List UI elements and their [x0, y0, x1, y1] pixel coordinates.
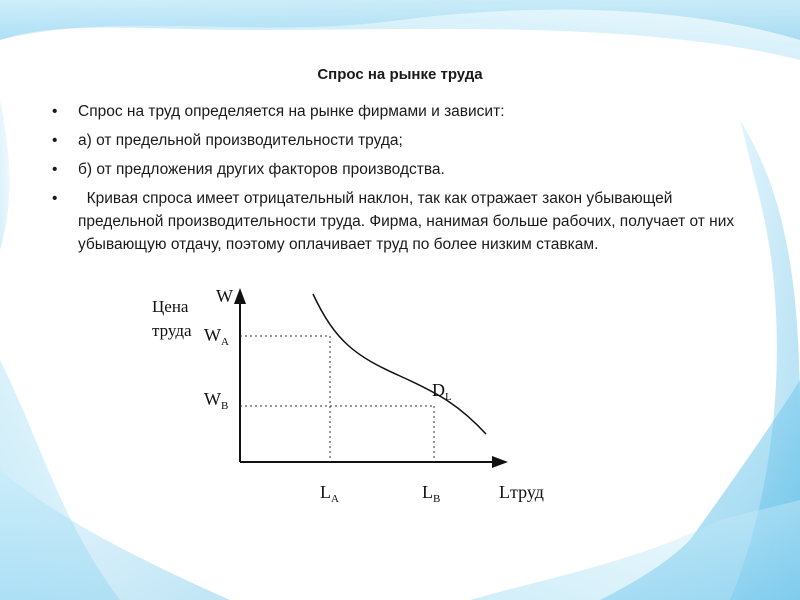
x-tick-label: $L_B$: [422, 482, 441, 505]
bullet-list: [50, 100, 740, 262]
list-item: [50, 129, 740, 152]
labor-demand-chart: [150, 286, 550, 506]
y-axis-label-line1: Цена: [152, 297, 189, 316]
list-item: [50, 158, 740, 181]
y-axis-label-line2: труда: [152, 321, 192, 340]
bullet-dot-icon: •: [52, 190, 58, 207]
chart-svg: [150, 286, 550, 506]
curve-label: $D_L$: [432, 380, 452, 403]
y-axis-symbol: W: [216, 286, 233, 306]
bullet-text: а) от предельной производительности труда;: [78, 132, 403, 149]
x-axis-label: Lтруд: [499, 482, 544, 502]
list-item: [50, 100, 740, 123]
list-item: [50, 187, 740, 256]
x-tick-label: $L_A$: [320, 482, 339, 505]
y-tick-label: $W_A$: [204, 325, 229, 348]
bullet-text: Кривая спроса имеет отрицательный наклон, так как отражает закон убывающей предельной производительности труда. Фирма, нанимая больше рабочих, получает от них убывающую отдачу, поэтому оплачивает труд по более низким ставкам.: [78, 190, 739, 253]
bullet-dot-icon: •: [52, 161, 58, 178]
demand-curve: [313, 294, 486, 434]
bullet-text: Спрос на труд определяется на рынке фирмами и зависит:: [78, 103, 505, 120]
bullet-dot-icon: •: [52, 132, 58, 149]
bullet-dot-icon: •: [52, 103, 58, 120]
y-tick-label: $W_B$: [204, 389, 229, 412]
slide-title: Спрос на рынке труда: [317, 66, 483, 83]
bullet-text: б) от предложения других факторов производства.: [78, 161, 445, 178]
